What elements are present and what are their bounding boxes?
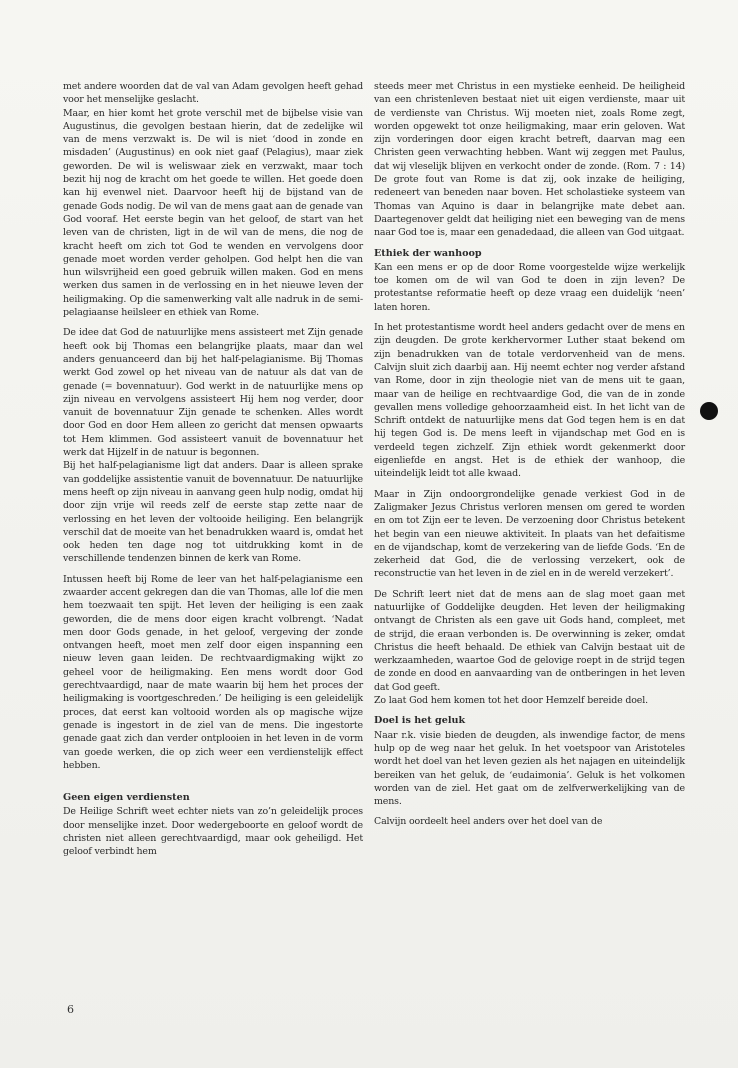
right-column [374,80,685,836]
paragraph: De idee dat God de natuurlijke mens assisteert met Zijn genade heeft ook bij Thomas een belangrijke plaats, maar dan wel anders genuanceerd dan bij het half-pelagianisme. Bij Thomas werkt God zowel op het niveau van de natuur als dat van de genade (= bovennatuur). God werkt in de natuurlijke mens op zijn niveau en vervolgens assisteert Hij hem nog verder, door vanuit de bovennatuur Zijn genade te schenken. Alles wordt door God en door Hem alleen zo gericht dat mensen opwaarts tot Hem klimmen. God assisteert vanuit de bovennatuur het werk dat Hijzelf in de natuur is begonnen. [63,327,363,459]
paragraph: Maar, en hier komt het grote verschil met de bijbelse visie van Augustinus, die gevolgen bestaan hierin, dat de zedelijke wil van de mens verzwakt is. De wil is niet ‘dood in zonde en misdaden’ (Augustinus) en ook niet gaaf (Pelagius), maar ziek geworden. De wil is weliswaar ziek en verzwakt, maar toch bezit hij nog de kracht om het goede te willen. Het goede doen kan hij evenwel niet. Daarvoor heeft hij de bijstand van de genade Gods nodig. De wil van de mens gaat aan de genade van God vooraf. Het eerste begin van het geloof, de start van het leven van de christen, ligt in de wil van de mens, die nog de kracht heeft om zich tot God te wenden en vervolgens door genade moet worden verder geholpen. God helpt hen die van hun wilsvrijheid een goed gebruik willen maken. God en mens werken dus samen in de verlossing en in het nieuwe leven der heiligmaking. Op die samenwerking valt alle nadruk in de semi-pelagiaanse heilsleer en ethiek van Rome. [63,107,363,319]
page-number: 6 [67,1003,74,1016]
paragraph: Bij het half-pelagianisme ligt dat anders. Daar is alleen sprake van goddelijke assistentie vanuit de bovennatuur. De natuurlijke mens heeft op zijn niveau in aanvang geen hulp nodig, omdat hij door zijn vrije wil reeds zelf de eerste stap zette naar de verlossing en het leven der voltooide heiliging. Een belangrijk verschil dat de moeite van het benadrukken waard is, omdat het ook heden ten dage nog tot uitdrukking komt in de verschillende tendenzen binnen de kerk van Rome. [63,460,363,565]
paragraph: steeds meer met Christus in een mystieke eenheid. De heiligheid van een christenleven bestaat niet uit eigen verdienste, maar uit de verdienste van Christus. Wij moeten niet, zoals Rome zegt, worden opgewekt tot onze heiligmaking, maar erin geloven. Wat zijn vorderingen door eigen kracht betreft, daarvan mag een Christen geen verwachting hebben. Want wij zeggen met Paulus, dat wij vleselijk blijven en verkocht onder de zonde. (Rom. 7 : 14) De grote fout van Rome is dat zij, ook inzake de heiliging, redeneert van beneden naar boven. Het scholastieke systeem van Thomas van Aquino is daar in belangrijke mate debet aan. Daartegenover geldt dat heiliging niet een beweging van de mens naar God toe is, maar een genadedaad, die alleen van God uitgaat. [374,81,685,239]
paragraph: met andere woorden dat de val van Adam gevolgen heeft gehad voor het menselijke geslacht. [63,81,363,106]
paragraph: In het protestantisme wordt heel anders gedacht over de mens en zijn deugden. De grote kerkhervormer Luther staat bekend om zijn benadrukken van de totale verdorvenheid van de mens. Calvijn sluit zich daarbij aan. Hij neemt echter nog verder afstand van Rome, door in zijn theologie niet van de mens uit te gaan, maar van de heilige en rechtvaardige God, die van de in zonde gevallen mens volledige gehoorzaamheid eist. In het licht van de Schrift ontdekt de natuurlijke mens dat God tegen hem is en dat hij tegen God is. De mens leeft in vijandschap met God en is verdeeld tegen zichzelf. Zijn ethiek wordt gekenmerkt door eigenliefde en angst. Het is de ethiek der wanhoop, die uiteindelijk leidt tot alle kwaad. [374,322,685,480]
paragraph: Kan een mens er op de door Rome voorgestelde wijze werkelijk toe komen om de wil van God te doen in zijn leven? De protestantse reformatie heeft op deze vraag een duidelijk ‘neen’ laten horen. [374,261,685,313]
paragraph: Maar in Zijn ondoorgrondelijke genade verkiest God in de Zaligmaker Jezus Christus verloren mensen om gered te worden en om tot Zijn eer te leven. De verzoening door Christus betekent het begin van een nieuwe aktiviteit. In plaats van het defaitisme en de vijandschap, komt de verzekering van de liefde Gods. ‘En de zekerheid dat God, die de verlossing verzekert, ook de reconstructie van het leven in de ziel en in de wereld verzekert’. [374,488,685,580]
section-heading: Doel is het geluk [374,715,466,727]
paragraph: Intussen heeft bij Rome de leer van het half-pelagianisme een zwaarder accent gekregen dan die van Thomas, alle lof die men hem toezwaait ten spijt. Het leven der heiliging is een zaak geworden, die de mens door eigen kracht volbrengt. ‘Nadat men door Gods genade, in het geloof, vergeving der zonde ontvangen heeft, moet men zelf door eigen inspanning een nieuw leven gaan leiden. De rechtvaardigmaking wijkt zo geheel voor de heiligmaking. Een mens wordt door God gerechtvaardigd, naar de mate waarin bij hem het proces der heiligmaking is voortgeschreden.’ De heiliging is een geleidelijk proces, dat eerst kan voltooid worden als op magische wijze genade is ingestort in de ziel van de mens. Die ingestorte genade gaat zich dan verder ontplooien in het leven in de vorm van goede werken, die op zich weer een verdienstelijk effect hebben. [63,573,363,771]
paragraph: De Schrift leert niet dat de mens aan de slag moet gaan met natuurlijke of Goddelijke deugden. Het leven der heiligmaking ontvangt de Christen als een gave uit Gods hand, compleet, met de strijd, die eraan verbonden is. De overwinning is zeker, omdat Christus die heeft behaald. De ethiek van Calvijn bestaat uit de werkzaamheden, waartoe God de gelovige roept in de strijd tegen de zonde en dood en aanvaarding van de ontberingen in het leven dat God geeft. [374,588,685,693]
section-heading: Ethiek der wanhoop [374,247,482,259]
left-column [63,80,363,866]
paragraph: De Heilige Schrift weet echter niets van zo’n geleidelijk proces door menselijke inzet. Door wedergeboorte en geloof wordt de christen niet alleen gerechtvaardigd, maar ook geheiligd. Het geloof verbindt hem [63,806,363,858]
paragraph: Naar r.k. visie bieden de deugden, als inwendige factor, de mens hulp op de weg naar het geluk. In het voetspoor van Aristoteles wordt het doel van het leven gezien als het najagen en uiteindelijk bereiken van het geluk, de ‘eudaimonia’. Geluk is het volkomen worden van de ziel. Het gaat om de zelfverwerkelijking van de mens. [374,729,685,808]
paragraph: Zo laat God hem komen tot het door Hemzelf bereide doel. [374,695,648,707]
section-heading: Geen eigen verdiensten [63,792,190,804]
paragraph: Calvijn oordeelt heel anders over het doel van de [374,816,603,828]
margin-dot-icon [700,402,718,420]
